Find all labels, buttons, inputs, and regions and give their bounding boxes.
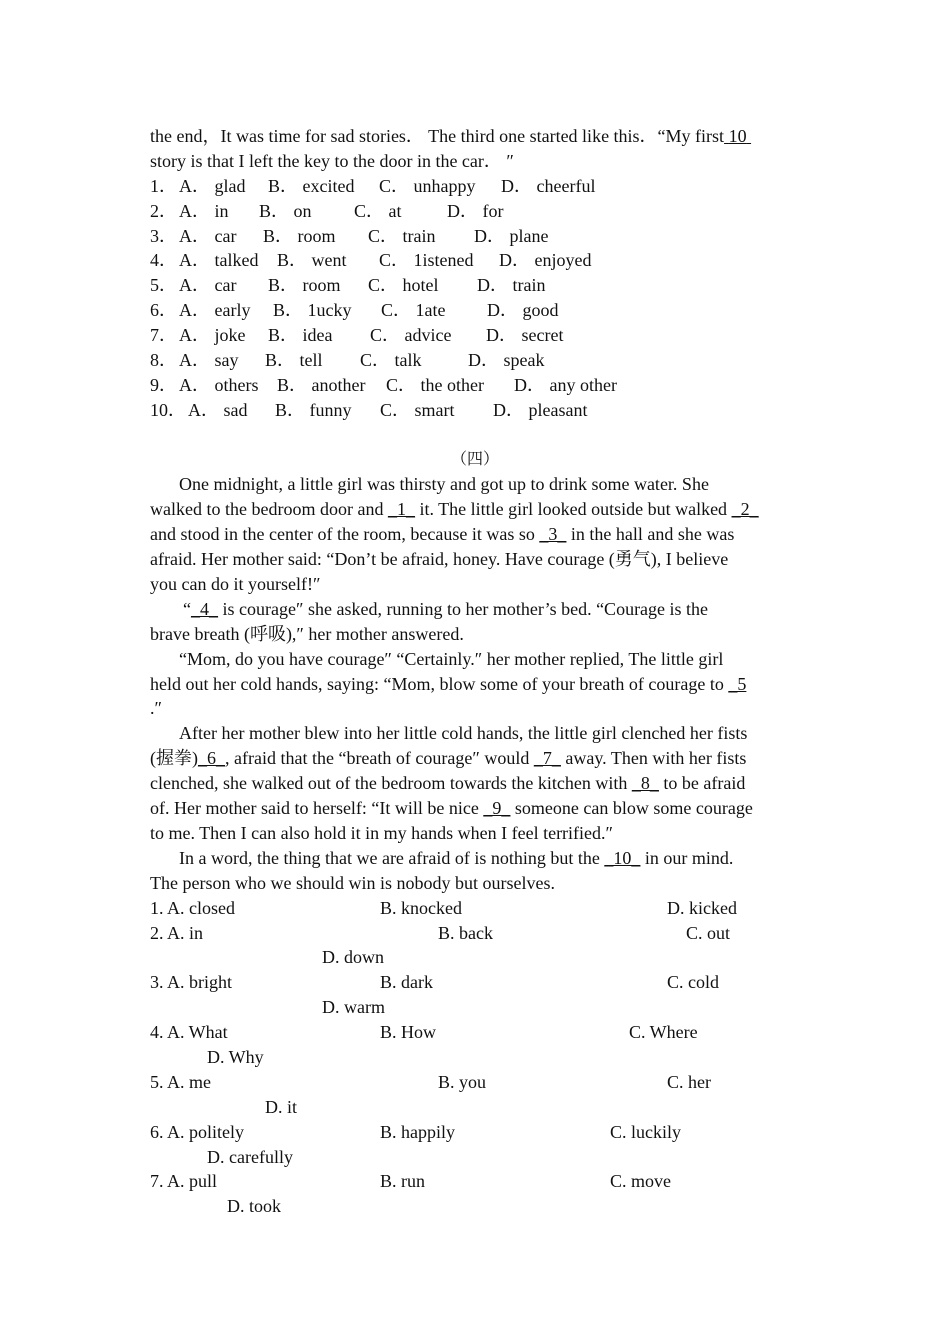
option-c: C． hotel xyxy=(368,275,439,296)
option-c: C. Where xyxy=(629,1022,698,1043)
option-d: D． speak xyxy=(468,350,545,371)
option-d: D． plane xyxy=(474,225,549,246)
option-d: D. warm xyxy=(322,997,385,1018)
option-a: A． early xyxy=(179,300,251,321)
option-a: 1. A. closed xyxy=(150,897,235,918)
passage4-line: The person who we should win is nobody but ourselves. xyxy=(150,872,555,893)
option-a: 6. A. politely xyxy=(150,1121,244,1142)
passage4-line: of. Her mother said to herself: “It will be nice _9_ someone can blow some courage xyxy=(150,798,753,819)
question-3: 3． A． car B． room C． train D． plane xyxy=(150,224,800,249)
spacer xyxy=(150,423,800,448)
option-b: B. knocked xyxy=(380,897,462,918)
blank-7: _7_ xyxy=(533,748,561,769)
option-c: C． train xyxy=(368,225,436,246)
blank-1: _1_ xyxy=(387,499,415,520)
option-a: 2. A. in xyxy=(150,922,204,943)
question-6: 6． A． early B． 1ucky C． 1ate D． good xyxy=(150,298,800,323)
document-page xyxy=(150,124,800,1219)
option-d: D． cheerful xyxy=(501,175,596,196)
option-d: D. carefully xyxy=(207,1146,293,1167)
choice-5 xyxy=(150,1070,800,1095)
option-a: A． others xyxy=(179,374,259,395)
question-2: 2． A． in B． on C． at D． for xyxy=(150,199,800,224)
choice-7 xyxy=(150,1169,800,1194)
option-c: C． at xyxy=(354,200,402,221)
option-c: C. her xyxy=(667,1071,711,1092)
option-d: D. Why xyxy=(207,1046,264,1067)
option-b: B． tell xyxy=(265,350,323,371)
choice-2 xyxy=(150,921,800,946)
option-a: A． car xyxy=(179,225,237,246)
section-title: （四） xyxy=(450,450,499,468)
option-c: C. move xyxy=(610,1171,671,1192)
option-d: D． secret xyxy=(486,325,564,346)
option-c: C. out xyxy=(686,922,731,943)
question-8: 8． A． say B． tell C． talk D． speak xyxy=(150,348,800,373)
question-9: 9． A． others B． another C． the other D． any other xyxy=(150,373,800,398)
passage4-line: “Mom, do you have courage″ “Certainly.″ her mother replied, The little girl xyxy=(179,648,724,669)
blank-10: _10_ xyxy=(604,847,641,868)
passage4-line: you can do it yourself!″ xyxy=(150,574,321,595)
option-a: A． talked xyxy=(179,250,259,271)
option-a: 4. A. What xyxy=(150,1022,228,1043)
option-d: D． pleasant xyxy=(493,399,588,420)
option-b: B. dark xyxy=(380,972,433,993)
passage4-line: (握拳)_6_, afraid that the “breath of courage″ would _7_ away. Then with her fists xyxy=(150,748,747,769)
option-c: C． talk xyxy=(360,350,422,371)
option-d: D． enjoyed xyxy=(499,250,592,271)
passage4-line: .″ xyxy=(150,698,162,719)
option-b: B． another xyxy=(277,374,366,395)
choice-3 xyxy=(150,970,800,995)
choice-2-cont xyxy=(150,945,800,970)
option-d: D. it xyxy=(265,1096,298,1117)
choice-6-cont xyxy=(150,1145,800,1170)
option-a: 5. A. me xyxy=(150,1071,211,1092)
passage4-line: walked to the bedroom door and _1_ it. The little girl looked outside but walked _2_ xyxy=(150,499,759,520)
option-d: D． for xyxy=(447,200,504,221)
option-b: B. run xyxy=(380,1171,425,1192)
passage4-line: brave breath (呼吸),″ her mother answered. xyxy=(150,623,464,644)
option-a: 7. A. pull xyxy=(150,1171,218,1192)
passage4-line: afraid. Her mother said: “Don’t be afraid, honey. Have courage (勇气), I believe xyxy=(150,549,729,570)
option-b: B． on xyxy=(259,200,312,221)
option-c: C． 1ate xyxy=(381,300,446,321)
blank-3: _3_ xyxy=(539,524,567,545)
blank-6: _6_ xyxy=(198,748,225,769)
option-b: B. How xyxy=(380,1022,437,1043)
choice-1 xyxy=(150,896,800,921)
choice-7-cont xyxy=(150,1194,800,1219)
option-b: B． went xyxy=(277,250,347,271)
blank-9: _9_ xyxy=(483,798,511,819)
passage3-tail-line2: story is that I left the key to the door in the car． ″ xyxy=(150,150,514,171)
question-1: 1． A． glad B． excited C． unhappy D． cheerful xyxy=(150,174,800,199)
option-b: B． 1ucky xyxy=(273,300,352,321)
question-5: 5． A． car B． room C． hotel D． train xyxy=(150,273,800,298)
passage4-line: and stood in the center of the room, because it was so _3_ in the hall and she was xyxy=(150,524,735,545)
passage-text: the end，It was time for sad stories． The third one started like this．“My first xyxy=(150,126,725,146)
passage4-line: One midnight, a little girl was thirsty and got up to drink some water. She xyxy=(179,474,709,495)
option-b: B． excited xyxy=(268,175,355,196)
blank-10: 10 xyxy=(728,126,747,146)
option-c: C. cold xyxy=(667,972,719,993)
option-b: B. you xyxy=(438,1071,487,1092)
option-a: A． in xyxy=(179,200,229,221)
option-c: C． smart xyxy=(380,399,455,420)
option-a: 3. A. bright xyxy=(150,972,233,993)
choice-4 xyxy=(150,1020,800,1045)
option-c: C． advice xyxy=(370,325,452,346)
option-a: A． sad xyxy=(188,399,248,420)
option-b: B． idea xyxy=(268,325,333,346)
option-d: D． good xyxy=(487,300,559,321)
question-10: 10． A． sad B． funny C． smart D． pleasant xyxy=(150,398,800,423)
passage4-line: In a word, the thing that we are afraid of is nothing but the _10_ in our mind. xyxy=(179,847,734,868)
option-b: B． funny xyxy=(275,399,352,420)
option-c: C． the other xyxy=(386,374,484,395)
option-c: C． unhappy xyxy=(379,175,476,196)
option-d: D． train xyxy=(477,275,546,296)
blank-2: _2_ xyxy=(731,499,759,520)
option-b: B． room xyxy=(268,275,341,296)
option-a: A． say xyxy=(179,350,239,371)
option-b: B． room xyxy=(263,225,336,246)
choice-5-cont xyxy=(150,1095,800,1120)
option-a: A． glad xyxy=(179,175,246,196)
passage4-line: After her mother blew into her little cold hands, the little girl clenched her fists xyxy=(179,723,748,744)
option-c: C. luckily xyxy=(610,1121,681,1142)
passage4-line: to me. Then I can also hold it in my hands when I feel terrified.″ xyxy=(150,822,614,843)
option-d: D. down xyxy=(322,947,384,968)
choice-3-cont xyxy=(150,995,800,1020)
option-b: B. happily xyxy=(380,1121,455,1142)
passage3-tail-line1 xyxy=(150,124,800,149)
option-a: A． joke xyxy=(179,325,246,346)
choice-6 xyxy=(150,1120,800,1145)
passage4-line: held out her cold hands, saying: “Mom, blow some of your breath of courage to _5 xyxy=(150,673,747,694)
blank-5: _5 xyxy=(728,673,747,694)
blank-8: _8_ xyxy=(631,773,659,794)
option-a: A． car xyxy=(179,275,237,296)
option-d: D． any other xyxy=(514,374,617,395)
option-c: C． 1istened xyxy=(379,250,474,271)
option-d: D. kicked xyxy=(667,897,737,918)
passage4-line: “_4_ is courage″ she asked, running to her mother’s bed. “Courage is the xyxy=(183,598,709,619)
option-b: B. back xyxy=(438,922,493,943)
choice-4-cont xyxy=(150,1045,800,1070)
passage4-line: clenched, she walked out of the bedroom towards the kitchen with _8_ to be afraid xyxy=(150,773,746,794)
option-d: D. took xyxy=(227,1196,281,1217)
blank-4: _4_ xyxy=(191,598,218,619)
question-4: 4． A． talked B． went C． 1istened D． enjoyed xyxy=(150,248,800,273)
question-7: 7． A． joke B． idea C． advice D． secret xyxy=(150,323,800,348)
